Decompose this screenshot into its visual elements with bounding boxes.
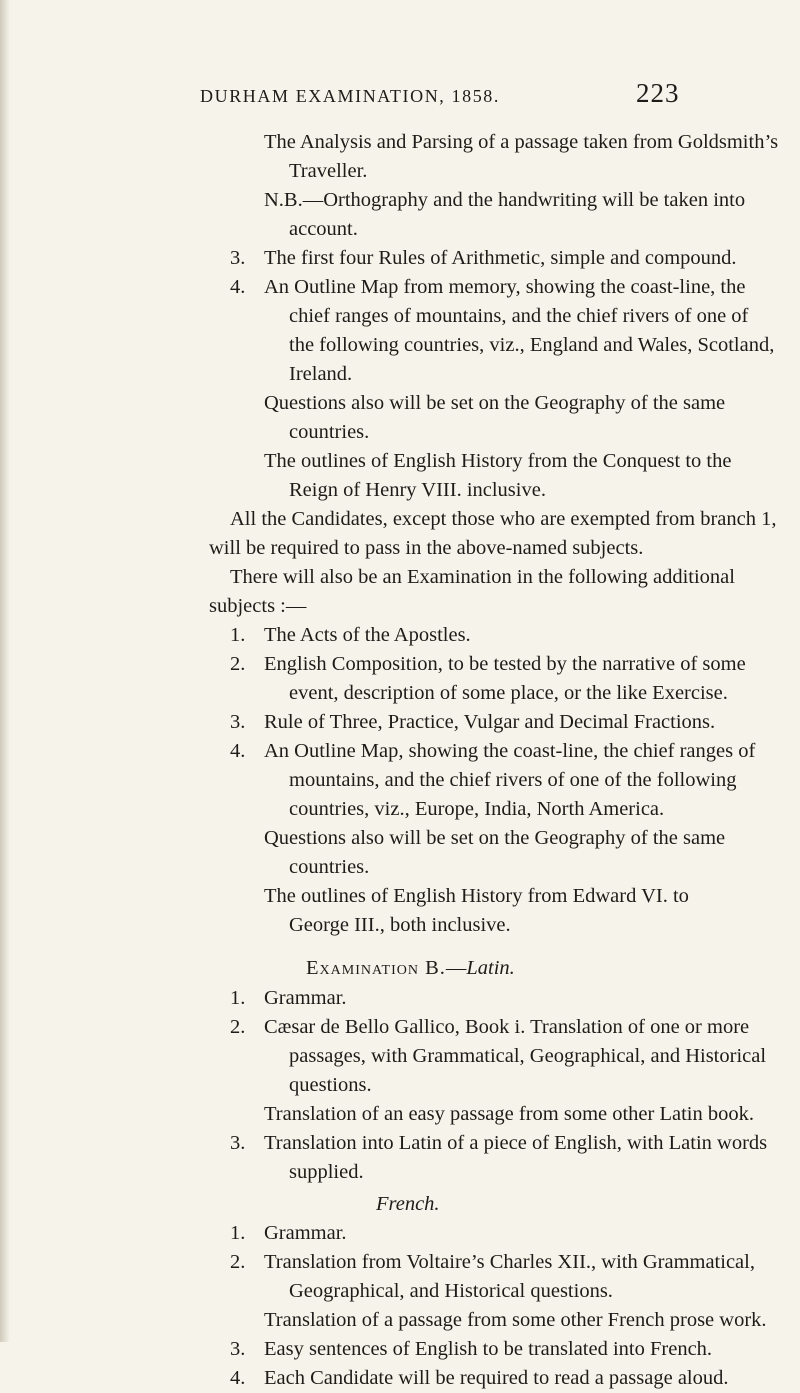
text-line: countries. (289, 856, 370, 878)
text-line: Easy sentences of English to be translated into French. (264, 1338, 713, 1360)
text-line: All the Candidates, except those who are exempted from branch 1, (230, 508, 777, 530)
text-line: Ireland. (289, 363, 353, 385)
item-number: 2. (230, 1016, 246, 1038)
text-line: mountains, and the chief rivers of one of the following (289, 769, 737, 791)
text-line: subjects :— (209, 595, 307, 617)
text-line: English Composition, to be tested by the narrative of some (264, 653, 746, 675)
item-number: 4. (230, 1367, 246, 1389)
item-number: 1. (230, 1222, 246, 1244)
text-line: The outlines of English History from Edward VI. to (264, 885, 689, 907)
item-number: 4. (230, 740, 246, 762)
item-number: 3. (230, 1338, 246, 1360)
text-line: account. (289, 218, 358, 240)
text-line: event, description of some place, or the like Exercise. (289, 682, 728, 704)
text-line: supplied. (289, 1161, 364, 1183)
text-line: The first four Rules of Arithmetic, simple and compound. (264, 247, 737, 269)
text-line: chief ranges of mountains, and the chief rivers of one of (289, 305, 749, 327)
item-number: 1. (230, 987, 246, 1009)
text-line: will be required to pass in the above-named subjects. (209, 537, 644, 559)
text-line: Translation into Latin of a piece of English, with Latin words (264, 1132, 768, 1154)
text-line: Grammar. (264, 1222, 347, 1244)
text-line: Questions also will be set on the Geography of the same (264, 827, 726, 849)
text-line: Grammar. (264, 987, 347, 1009)
text-line: countries. (289, 421, 370, 443)
text-line: An Outline Map from memory, showing the coast-line, the (264, 276, 746, 298)
section-heading-latin (306, 954, 515, 983)
item-number: 2. (230, 1251, 246, 1273)
item-number: 3. (230, 1132, 246, 1154)
text-line: George III., both inclusive. (289, 914, 511, 936)
section-heading-french: French. (376, 1193, 440, 1215)
text-line: countries, viz., Europe, India, North America. (289, 798, 665, 820)
text-line: An Outline Map, showing the coast-line, the chief ranges of (264, 740, 756, 762)
text-line: the following countries, viz., England and Wales, Scotland, (289, 334, 775, 356)
text-line: Reign of Henry VIII. inclusive. (289, 479, 546, 501)
item-number: 2. (230, 653, 246, 675)
item-number: 3. (230, 711, 246, 733)
item-number: 4. (230, 276, 246, 298)
text-line: Translation from Voltaire’s Charles XII., with Grammatical, (264, 1251, 755, 1273)
text-line: The Analysis and Parsing of a passage taken from Goldsmith’s (264, 131, 779, 153)
text-line: Geographical, and Historical questions. (289, 1280, 613, 1302)
heading-subject: Latin. (466, 957, 515, 979)
text-line: Cæsar de Bello Gallico, Book i. Translation of one or more (264, 1016, 750, 1038)
text-line: Questions also will be set on the Geography of the same (264, 392, 726, 414)
text-line: Traveller. (289, 160, 368, 182)
text-line: Rule of Three, Practice, Vulgar and Decimal Fractions. (264, 711, 716, 733)
heading-dash: — (445, 957, 467, 979)
heading-label: Examination B. (306, 957, 446, 979)
text-line: Each Candidate will be required to read a passage aloud. (264, 1367, 729, 1389)
item-number: 1. (230, 624, 246, 646)
page-number: 223 (636, 78, 680, 108)
page-header (0, 78, 800, 114)
text-line: questions. (289, 1074, 372, 1096)
text-line: There will also be an Examination in the following additional (230, 566, 735, 588)
running-title: DURHAM EXAMINATION, 1858. (200, 86, 500, 106)
text-line: The outlines of English History from the Conquest to the (264, 450, 732, 472)
text-line: The Acts of the Apostles. (264, 624, 471, 646)
item-number: 3. (230, 247, 246, 269)
text-line: Translation of an easy passage from some other Latin book. (264, 1103, 754, 1125)
text-line: Translation of a passage from some other French prose work. (264, 1309, 767, 1331)
page-gutter-shadow (0, 0, 10, 1342)
text-line: passages, with Grammatical, Geographical, and Historical (289, 1045, 767, 1067)
text-line: N.B.—Orthography and the handwriting will be taken into (264, 189, 746, 211)
